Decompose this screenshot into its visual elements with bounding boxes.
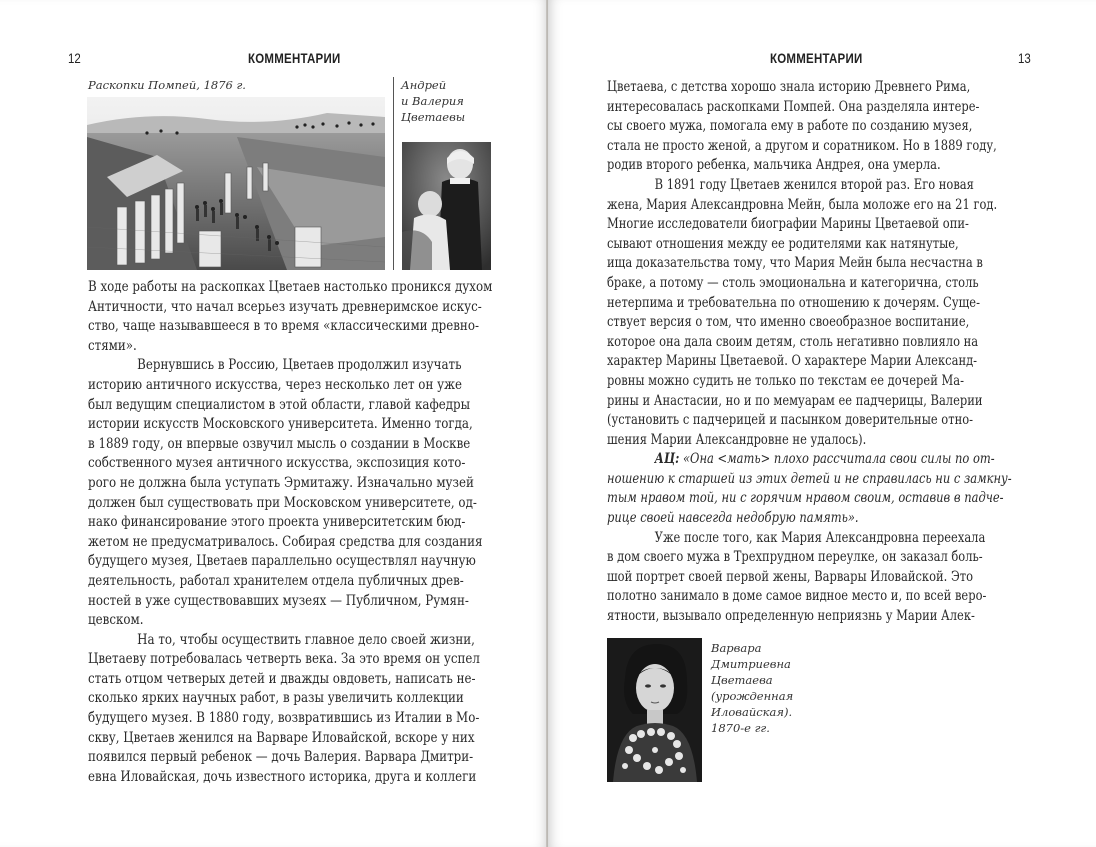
right-page — [548, 0, 1096, 847]
running-head-left: КОММЕНТАРИИ — [248, 50, 341, 66]
portrait-illustration — [607, 638, 702, 782]
caption-divider — [393, 77, 394, 270]
photo-caption-children: Андрей и Валерия Цветаевы — [401, 78, 466, 124]
children-photo — [402, 142, 491, 270]
photo-caption-pompeii: Раскопки Помпей, 1876 г. — [88, 78, 246, 92]
children-photo-illustration — [402, 142, 491, 270]
running-head-right: КОММЕНТАРИИ — [770, 50, 863, 66]
page-number-right: 13 — [1018, 50, 1031, 66]
quote-block: АЦ: «Она <мать> плохо рассчитала свои силы по от- — [654, 451, 995, 468]
left-body-text: В ходе работы на раскопках Цветаев настолько проникся духом Античности, что начал всерьез изучать древнеримское искус- ство, чаще называвшееся в то время «классическими древно- стями». Вернувшись в Россию, Цветаев продолжил изучать историю античного искусства, через несколько лет он уже был ведущим специалистом в этой области, главой кафедры истории искусств Московского университета. Именно тогда, в 1889 году, он впервые озвучил мысль о создании в Москве собственного музея античного искусства, экспозиция кото- рого не должна была уступать Эрмитажу. Изначально музей должен был существовать при Московском университете, од- нако финансирование этого проекта университетским бюд- жетом не предусматривалось. Собирая средства для создания будущего музея, Цветаев параллельно осуществлял научную деятельность, работал хранителем отдела публичных древ- ностей в уже существовавших музеях — Публичном, Румян- цевском. На то, чтобы осуществить главное дело своей жизни, Цветаеву потребовалась четверть века. За это время он успел стать отцом четверых детей и дважды овдоветь, написать не- сколько ярких научных работ, в разы увеличить коллекции будущего музея. В 1880 году, возвратившись из Италии в Мо- скву, Цветаев женился на Варваре Иловайской, вскоре у них появился первый ребенок — дочь Валерия. Варвара Дмитри- евна Иловайская, дочь известного историка, друга и коллеги — [88, 279, 493, 785]
page-number-left: 12 — [68, 50, 81, 66]
portrait-photo — [607, 638, 702, 782]
pompeii-excavation-photo — [87, 97, 385, 270]
portrait-caption: Варвара Дмитриевна Цветаева (урожденная Иловайская). 1870-е гг. — [711, 641, 794, 735]
pompeii-photo-illustration — [87, 97, 385, 270]
quote-label: АЦ: — [654, 451, 680, 468]
right-body-text: Цветаева, с детства хорошо знала историю Древнего Рима, интересовалась раскопками Помпей. Она разделяла интере- сы своего мужа, помогала ему в работе по созданию музея, стала не просто женой, а другом и соратником. Но в 1889 году, родив второго ребенка, мальчика Андрея, она умерла. В 1891 году Цветаев женился второй раз. Его новая жена, Мария Александровна Мейн, была моложе его на 21 год. Многие исследователи биографии Марины Цветаевой опи- сывают отношения между ее родителями как натянутые, ища доказательства тому, что Мария Мейн была несчастна в браке, а потому — столь эмоциональна и категорична, столь нетерпима и требовательна по отношению к дочерям. Суще- ствует версия о том, что именно своеобразное воспитание, которое она дала своим детям, столь негативно повлияло на характер Марины Цветаевой. О характере Марии Александ- ровны можно судить не только по текстам ее дочерей Ма- рины и Анастасии, но и по мемуарам ее падчерицы, Валерии (установить с падчерицей и пасынком доверительные отно- шения Марии Александровне не удалось). АЦ: «Она <мать> плохо рассчитала свои силы по от- ношению к старшей из этих детей и не справилась ни с замкну- тым нравом той, ни с горячим нравом своим, оставив в падче- рице своей навсегда недобрую память». Уже после того, как Мария Александровна переехала в дом своего мужа в Трехпрудном переулке, он заказал боль- шой портрет своей первой жены, Варвары Иловайской. Это полотно занимало в доме самое видное место и, по всей веро- ятности, вызывало определенную неприязнь у Марии Алек- — [607, 79, 1012, 625]
